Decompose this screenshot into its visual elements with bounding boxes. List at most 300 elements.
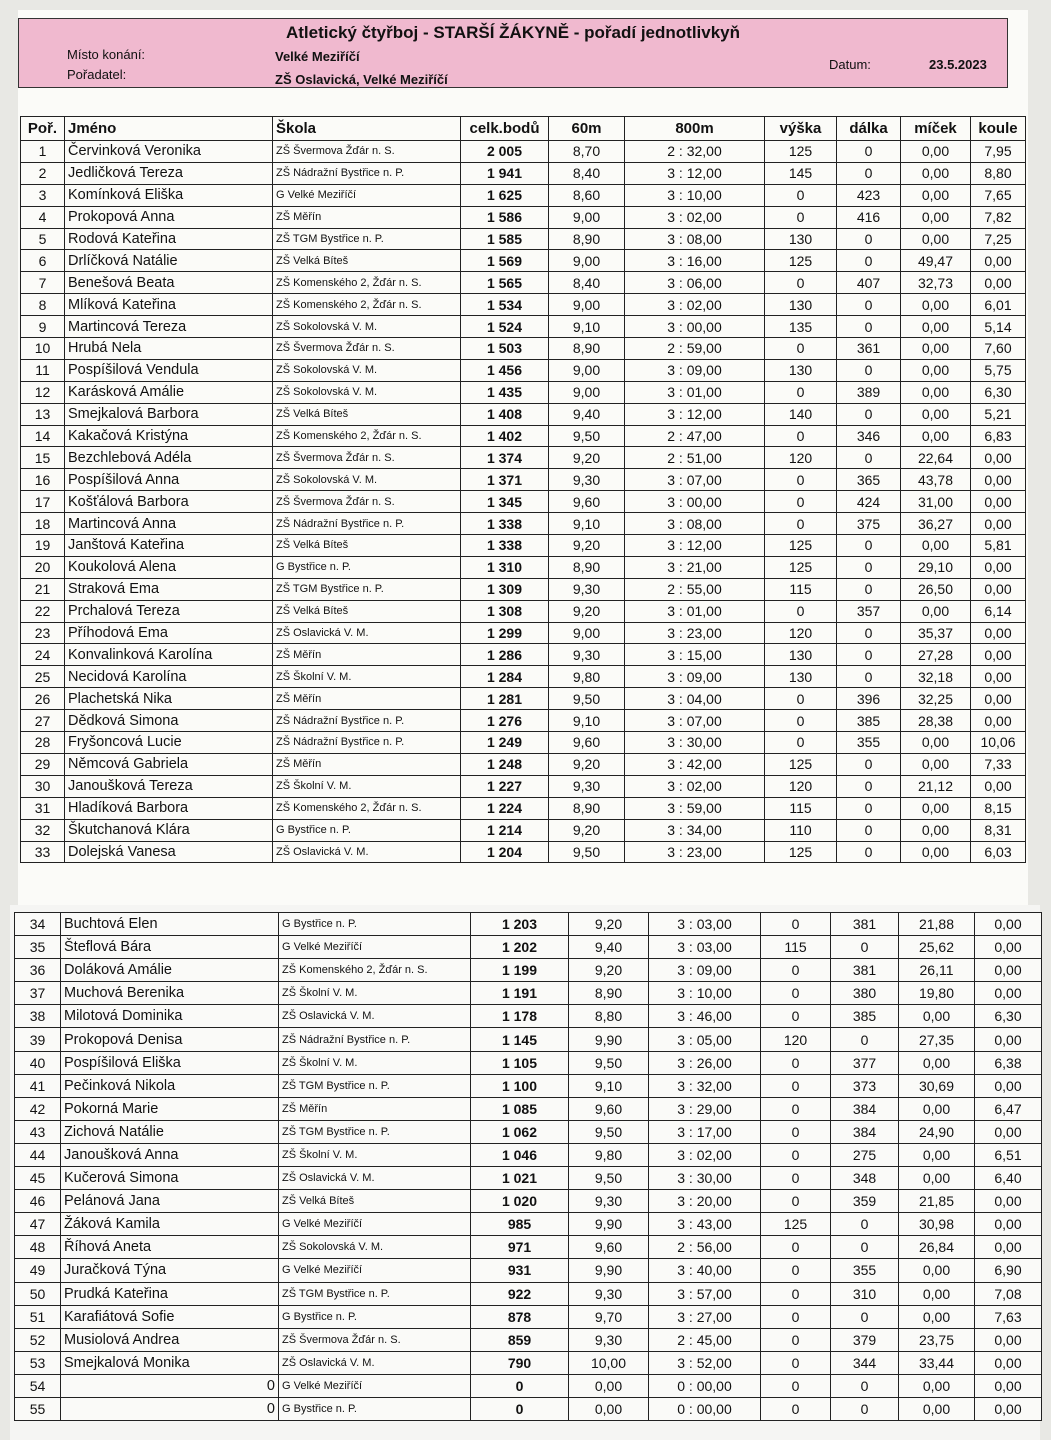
cell-high-jump: 130 [765, 666, 837, 688]
cell-school: ZŠ TGM Bystřice n. P. [279, 1074, 471, 1097]
cell-rank: 40 [15, 1051, 61, 1074]
cell-high-jump: 0 [765, 491, 837, 513]
cell-shot-put: 0,00 [971, 688, 1026, 710]
cell-60m: 9,00 [549, 622, 625, 644]
cell-shot-put: 7,65 [971, 184, 1026, 206]
table-row [21, 162, 1026, 184]
cell-rank: 33 [21, 841, 65, 863]
cell-shot-put: 0,00 [971, 491, 1026, 513]
cell-long-jump: 359 [831, 1190, 899, 1213]
cell-total-points: 1 585 [461, 228, 549, 250]
cell-long-jump: 0 [837, 797, 901, 819]
cell-rank: 36 [15, 959, 61, 982]
cell-school: G Velké Meziříčí [279, 1259, 471, 1282]
cell-rank: 1 [21, 141, 65, 163]
cell-total-points: 1 402 [461, 425, 549, 447]
cell-ball-throw: 0,00 [901, 797, 971, 819]
cell-shot-put: 5,21 [971, 403, 1026, 425]
table-row [15, 1236, 1042, 1259]
table-row [15, 1282, 1042, 1305]
cell-shot-put: 7,82 [971, 206, 1026, 228]
cell-total-points: 1 276 [461, 710, 549, 732]
cell-name: Hrubá Nela [65, 338, 273, 360]
cell-shot-put: 7,08 [975, 1282, 1042, 1305]
cell-800m: 2 : 55,00 [625, 578, 765, 600]
cell-total-points: 1 199 [471, 959, 569, 982]
cell-high-jump: 0 [761, 1351, 831, 1374]
cell-800m: 3 : 07,00 [625, 710, 765, 732]
cell-long-jump: 275 [831, 1143, 899, 1166]
cell-school: ZŠ Nádražní Bystřice n. P. [273, 162, 461, 184]
cell-long-jump: 348 [831, 1167, 899, 1190]
cell-long-jump: 0 [831, 1213, 899, 1236]
cell-60m: 9,00 [549, 359, 625, 381]
cell-60m: 9,70 [569, 1305, 649, 1328]
cell-total-points: 1 100 [471, 1074, 569, 1097]
cell-60m: 9,30 [549, 469, 625, 491]
cell-60m: 8,60 [549, 184, 625, 206]
cell-name: Milotová Dominika [61, 1005, 279, 1028]
cell-name: Prudká Kateřina [61, 1282, 279, 1305]
cell-long-jump: 385 [837, 710, 901, 732]
table-header-row [21, 117, 1026, 141]
cell-60m: 9,50 [549, 425, 625, 447]
column-header-60m: 60m [549, 117, 625, 141]
cell-total-points: 1 345 [461, 491, 549, 513]
cell-total-points: 1 941 [461, 162, 549, 184]
cell-shot-put: 0,00 [975, 982, 1042, 1005]
cell-school: ZŠ TGM Bystřice n. P. [273, 228, 461, 250]
cell-school: ZŠ TGM Bystřice n. P. [279, 1120, 471, 1143]
cell-school: ZŠ Oslavická V. M. [273, 841, 461, 863]
cell-ball-throw: 0,00 [901, 732, 971, 754]
cell-shot-put: 6,40 [975, 1167, 1042, 1190]
cell-rank: 51 [15, 1305, 61, 1328]
cell-shot-put: 6,01 [971, 294, 1026, 316]
cell-800m: 0 : 00,00 [649, 1374, 761, 1397]
table-row [21, 797, 1026, 819]
cell-60m: 9,10 [569, 1074, 649, 1097]
cell-name: Prchalová Tereza [65, 600, 273, 622]
cell-rank: 35 [15, 936, 61, 959]
cell-school: ZŠ Komenského 2, Žďár n. S. [273, 425, 461, 447]
cell-name: Pospíšilová Vendula [65, 359, 273, 381]
venue-label: Místo konání: [67, 47, 146, 62]
cell-rank: 52 [15, 1328, 61, 1351]
cell-long-jump: 423 [837, 184, 901, 206]
cell-total-points: 1 338 [461, 513, 549, 535]
cell-name: Karásková Amálie [65, 381, 273, 403]
cell-total-points: 1 299 [461, 622, 549, 644]
cell-800m: 0 : 00,00 [649, 1397, 761, 1420]
cell-high-jump: 0 [761, 1005, 831, 1028]
cell-rank: 34 [15, 913, 61, 936]
cell-high-jump: 0 [761, 1397, 831, 1420]
cell-800m: 3 : 02,00 [625, 206, 765, 228]
cell-long-jump: 0 [837, 447, 901, 469]
cell-name: Janštová Kateřina [65, 535, 273, 557]
cell-60m: 8,90 [549, 228, 625, 250]
cell-60m: 9,50 [569, 1120, 649, 1143]
cell-high-jump: 110 [765, 819, 837, 841]
cell-total-points: 1 214 [461, 819, 549, 841]
cell-name: Janoušková Anna [61, 1143, 279, 1166]
cell-high-jump: 130 [765, 228, 837, 250]
cell-total-points: 1 062 [471, 1120, 569, 1143]
cell-800m: 3 : 23,00 [625, 622, 765, 644]
cell-name: Hladíková Barbora [65, 797, 273, 819]
cell-800m: 3 : 03,00 [649, 936, 761, 959]
cell-60m: 9,20 [569, 959, 649, 982]
cell-total-points: 1 338 [461, 535, 549, 557]
cell-school: ZŠ Školní V. M. [279, 1051, 471, 1074]
cell-high-jump: 135 [765, 316, 837, 338]
results-table [20, 116, 1026, 863]
table-row [21, 250, 1026, 272]
cell-rank: 37 [15, 982, 61, 1005]
column-header-name: Jméno [65, 117, 273, 141]
cell-name: Dolejská Vanesa [65, 841, 273, 863]
table-row [15, 1120, 1042, 1143]
cell-ball-throw: 32,73 [901, 272, 971, 294]
cell-total-points: 0 [471, 1397, 569, 1420]
cell-name: Straková Ema [65, 578, 273, 600]
cell-total-points: 1 021 [471, 1167, 569, 1190]
cell-total-points: 922 [471, 1282, 569, 1305]
cell-60m: 8,90 [569, 982, 649, 1005]
cell-ball-throw: 25,62 [899, 936, 975, 959]
cell-800m: 3 : 09,00 [625, 666, 765, 688]
cell-rank: 2 [21, 162, 65, 184]
cell-total-points: 1 046 [471, 1143, 569, 1166]
cell-800m: 3 : 12,00 [625, 535, 765, 557]
cell-ball-throw: 0,00 [899, 1167, 975, 1190]
cell-high-jump: 0 [761, 1051, 831, 1074]
cell-shot-put: 0,00 [975, 1397, 1042, 1420]
cell-name: Martincová Tereza [65, 316, 273, 338]
cell-long-jump: 373 [831, 1074, 899, 1097]
page-title: Atletický čtyřboj - STARŠÍ ŽÁKYNĚ - pořadí jednotlivkyň [285, 23, 741, 42]
cell-name: Muchová Berenika [61, 982, 279, 1005]
cell-800m: 3 : 02,00 [625, 775, 765, 797]
cell-school: ZŠ Švermova Žďár n. S. [273, 447, 461, 469]
table-row [21, 425, 1026, 447]
cell-school: ZŠ TGM Bystřice n. P. [273, 578, 461, 600]
cell-name: Karafiátová Sofie [61, 1305, 279, 1328]
cell-60m: 9,00 [549, 206, 625, 228]
cell-ball-throw: 26,50 [901, 578, 971, 600]
cell-long-jump: 0 [837, 403, 901, 425]
cell-rank: 19 [21, 535, 65, 557]
cell-60m: 9,40 [569, 936, 649, 959]
cell-total-points: 971 [471, 1236, 569, 1259]
cell-name: 0 [61, 1397, 279, 1420]
table-row [21, 184, 1026, 206]
cell-high-jump: 0 [765, 600, 837, 622]
cell-ball-throw: 21,88 [899, 913, 975, 936]
cell-60m: 9,30 [549, 578, 625, 600]
cell-school: ZŠ Velká Bíteš [273, 250, 461, 272]
cell-name: Smejkalová Monika [61, 1351, 279, 1374]
cell-high-jump: 120 [761, 1028, 831, 1051]
cell-total-points: 1 020 [471, 1190, 569, 1213]
cell-total-points: 1 524 [461, 316, 549, 338]
cell-rank: 43 [15, 1120, 61, 1143]
cell-800m: 3 : 00,00 [625, 491, 765, 513]
cell-shot-put: 0,00 [971, 578, 1026, 600]
cell-total-points: 1 224 [461, 797, 549, 819]
cell-ball-throw: 0,00 [899, 1397, 975, 1420]
table-row [21, 513, 1026, 535]
cell-name: Plachetská Nika [65, 688, 273, 710]
cell-high-jump: 125 [765, 556, 837, 578]
cell-60m: 8,70 [549, 141, 625, 163]
table-row [21, 600, 1026, 622]
date-label: Datum: [829, 57, 871, 72]
cell-ball-throw: 22,64 [901, 447, 971, 469]
cell-shot-put: 5,14 [971, 316, 1026, 338]
cell-ball-throw: 0,00 [899, 1282, 975, 1305]
cell-high-jump: 0 [761, 1374, 831, 1397]
column-header-total-points: celk.bodů [461, 117, 549, 141]
cell-school: ZŠ Švermova Žďár n. S. [273, 491, 461, 513]
cell-name: Bezchlebová Adéla [65, 447, 273, 469]
cell-long-jump: 344 [831, 1351, 899, 1374]
cell-ball-throw: 35,37 [901, 622, 971, 644]
cell-800m: 2 : 47,00 [625, 425, 765, 447]
cell-total-points: 1 249 [461, 732, 549, 754]
cell-long-jump: 0 [837, 141, 901, 163]
organizer-value: ZŠ Oslavická, Velké Meziříčí [275, 72, 448, 87]
cell-high-jump: 0 [761, 913, 831, 936]
cell-60m: 9,60 [549, 491, 625, 513]
cell-rank: 29 [21, 753, 65, 775]
cell-school: G Bystřice n. P. [279, 1305, 471, 1328]
cell-800m: 3 : 42,00 [625, 753, 765, 775]
cell-total-points: 1 310 [461, 556, 549, 578]
cell-high-jump: 0 [765, 206, 837, 228]
cell-school: ZŠ Měřín [273, 753, 461, 775]
cell-high-jump: 0 [761, 1190, 831, 1213]
cell-school: ZŠ Sokolovská V. M. [273, 316, 461, 338]
table-row [21, 775, 1026, 797]
cell-long-jump: 407 [837, 272, 901, 294]
cell-shot-put: 0,00 [975, 1328, 1042, 1351]
table-row [21, 753, 1026, 775]
cell-school: ZŠ Měřín [273, 688, 461, 710]
cell-name: Mlíková Kateřina [65, 294, 273, 316]
cell-total-points: 1 308 [461, 600, 549, 622]
cell-60m: 9,20 [549, 753, 625, 775]
cell-shot-put: 0,00 [971, 469, 1026, 491]
cell-800m: 3 : 32,00 [649, 1074, 761, 1097]
cell-high-jump: 130 [765, 359, 837, 381]
cell-long-jump: 0 [837, 819, 901, 841]
cell-rank: 48 [15, 1236, 61, 1259]
cell-60m: 9,50 [569, 1167, 649, 1190]
cell-long-jump: 0 [837, 294, 901, 316]
cell-long-jump: 396 [837, 688, 901, 710]
cell-shot-put: 7,95 [971, 141, 1026, 163]
table-row [21, 491, 1026, 513]
cell-800m: 2 : 59,00 [625, 338, 765, 360]
cell-high-jump: 0 [765, 272, 837, 294]
cell-rank: 5 [21, 228, 65, 250]
cell-name: Koukolová Alena [65, 556, 273, 578]
cell-800m: 3 : 29,00 [649, 1097, 761, 1120]
cell-high-jump: 120 [765, 622, 837, 644]
cell-shot-put: 0,00 [971, 710, 1026, 732]
cell-ball-throw: 0,00 [899, 1374, 975, 1397]
cell-ball-throw: 21,85 [899, 1190, 975, 1213]
cell-total-points: 1 625 [461, 184, 549, 206]
cell-800m: 2 : 45,00 [649, 1328, 761, 1351]
cell-ball-throw: 0,00 [901, 841, 971, 863]
cell-60m: 9,20 [549, 600, 625, 622]
cell-school: ZŠ Velká Bíteš [273, 535, 461, 557]
cell-total-points: 1 408 [461, 403, 549, 425]
cell-shot-put: 8,15 [971, 797, 1026, 819]
cell-total-points: 1 202 [471, 936, 569, 959]
cell-800m: 3 : 43,00 [649, 1213, 761, 1236]
cell-ball-throw: 49,47 [901, 250, 971, 272]
cell-800m: 3 : 00,00 [625, 316, 765, 338]
cell-long-jump: 355 [831, 1259, 899, 1282]
cell-rank: 28 [21, 732, 65, 754]
cell-shot-put: 0,00 [975, 1190, 1042, 1213]
cell-rank: 9 [21, 316, 65, 338]
cell-ball-throw: 0,00 [901, 206, 971, 228]
cell-long-jump: 381 [831, 959, 899, 982]
cell-school: ZŠ Komenského 2, Žďár n. S. [273, 797, 461, 819]
cell-high-jump: 0 [765, 732, 837, 754]
cell-800m: 3 : 30,00 [625, 732, 765, 754]
cell-long-jump: 310 [831, 1282, 899, 1305]
cell-total-points: 1 105 [471, 1051, 569, 1074]
cell-name: Drlíčková Natálie [65, 250, 273, 272]
cell-shot-put: 6,83 [971, 425, 1026, 447]
cell-60m: 8,40 [549, 162, 625, 184]
cell-ball-throw: 0,00 [901, 316, 971, 338]
table-row [21, 819, 1026, 841]
cell-high-jump: 0 [765, 688, 837, 710]
cell-school: ZŠ Měřín [279, 1097, 471, 1120]
cell-school: ZŠ Velká Bíteš [273, 403, 461, 425]
cell-60m: 9,40 [549, 403, 625, 425]
cell-high-jump: 0 [761, 1305, 831, 1328]
cell-total-points: 1 503 [461, 338, 549, 360]
cell-800m: 3 : 02,00 [649, 1143, 761, 1166]
cell-shot-put: 0,00 [971, 556, 1026, 578]
cell-long-jump: 377 [831, 1051, 899, 1074]
cell-ball-throw: 21,12 [901, 775, 971, 797]
cell-800m: 3 : 10,00 [649, 982, 761, 1005]
cell-total-points: 1 204 [461, 841, 549, 863]
table-row [21, 710, 1026, 732]
cell-school: G Velké Meziříčí [279, 1374, 471, 1397]
cell-school: ZŠ Komenského 2, Žďár n. S. [279, 959, 471, 982]
table-row [21, 381, 1026, 403]
cell-school: ZŠ Švermova Žďár n. S. [273, 141, 461, 163]
cell-long-jump: 389 [837, 381, 901, 403]
cell-name: Červinková Veronika [65, 141, 273, 163]
cell-shot-put: 0,00 [971, 666, 1026, 688]
cell-school: ZŠ Školní V. M. [273, 775, 461, 797]
cell-shot-put: 0,00 [975, 1074, 1042, 1097]
cell-60m: 9,00 [549, 294, 625, 316]
cell-shot-put: 0,00 [975, 1236, 1042, 1259]
cell-name: Škutchanová Klára [65, 819, 273, 841]
cell-rank: 50 [15, 1282, 61, 1305]
table-row [15, 1374, 1042, 1397]
column-header-rank: Poř. [21, 117, 65, 141]
cell-ball-throw: 0,00 [899, 1051, 975, 1074]
cell-long-jump: 0 [837, 162, 901, 184]
table-row [15, 913, 1042, 936]
column-header-school: Škola [273, 117, 461, 141]
cell-rank: 22 [21, 600, 65, 622]
cell-ball-throw: 30,98 [899, 1213, 975, 1236]
cell-800m: 3 : 34,00 [625, 819, 765, 841]
cell-name: Rodová Kateřina [65, 228, 273, 250]
cell-800m: 3 : 16,00 [625, 250, 765, 272]
cell-long-jump: 424 [837, 491, 901, 513]
table-row [15, 959, 1042, 982]
cell-60m: 9,20 [549, 447, 625, 469]
cell-name: Pospíšilová Eliška [61, 1051, 279, 1074]
cell-60m: 9,10 [549, 316, 625, 338]
cell-shot-put: 0,00 [975, 959, 1042, 982]
cell-shot-put: 6,30 [975, 1005, 1042, 1028]
column-header-high-jump: výška [765, 117, 837, 141]
cell-rank: 27 [21, 710, 65, 732]
cell-long-jump: 361 [837, 338, 901, 360]
table-row [21, 141, 1026, 163]
cell-high-jump: 125 [765, 535, 837, 557]
cell-60m: 9,50 [549, 688, 625, 710]
cell-rank: 39 [15, 1028, 61, 1051]
cell-total-points: 1 456 [461, 359, 549, 381]
cell-total-points: 1 085 [471, 1097, 569, 1120]
cell-shot-put: 0,00 [975, 936, 1042, 959]
cell-rank: 7 [21, 272, 65, 294]
cell-800m: 3 : 09,00 [649, 959, 761, 982]
cell-name: Prokopová Denisa [61, 1028, 279, 1051]
cell-long-jump: 365 [837, 469, 901, 491]
cell-name: Kučerová Simona [61, 1167, 279, 1190]
cell-long-jump: 375 [837, 513, 901, 535]
cell-long-jump: 0 [831, 1305, 899, 1328]
column-header-ball-throw: míček [901, 117, 971, 141]
cell-rank: 38 [15, 1005, 61, 1028]
cell-ball-throw: 26,11 [899, 959, 975, 982]
cell-shot-put: 8,80 [971, 162, 1026, 184]
cell-60m: 0,00 [569, 1397, 649, 1420]
cell-800m: 3 : 04,00 [625, 688, 765, 710]
cell-total-points: 1 371 [461, 469, 549, 491]
cell-long-jump: 0 [837, 359, 901, 381]
cell-high-jump: 120 [765, 447, 837, 469]
cell-ball-throw: 0,00 [901, 141, 971, 163]
table-row [15, 1005, 1042, 1028]
cell-60m: 9,10 [549, 710, 625, 732]
table-row [21, 688, 1026, 710]
cell-name: Zichová Natálie [61, 1120, 279, 1143]
cell-name: Martincová Anna [65, 513, 273, 535]
cell-high-jump: 140 [765, 403, 837, 425]
cell-total-points: 1 248 [461, 753, 549, 775]
cell-total-points: 1 534 [461, 294, 549, 316]
